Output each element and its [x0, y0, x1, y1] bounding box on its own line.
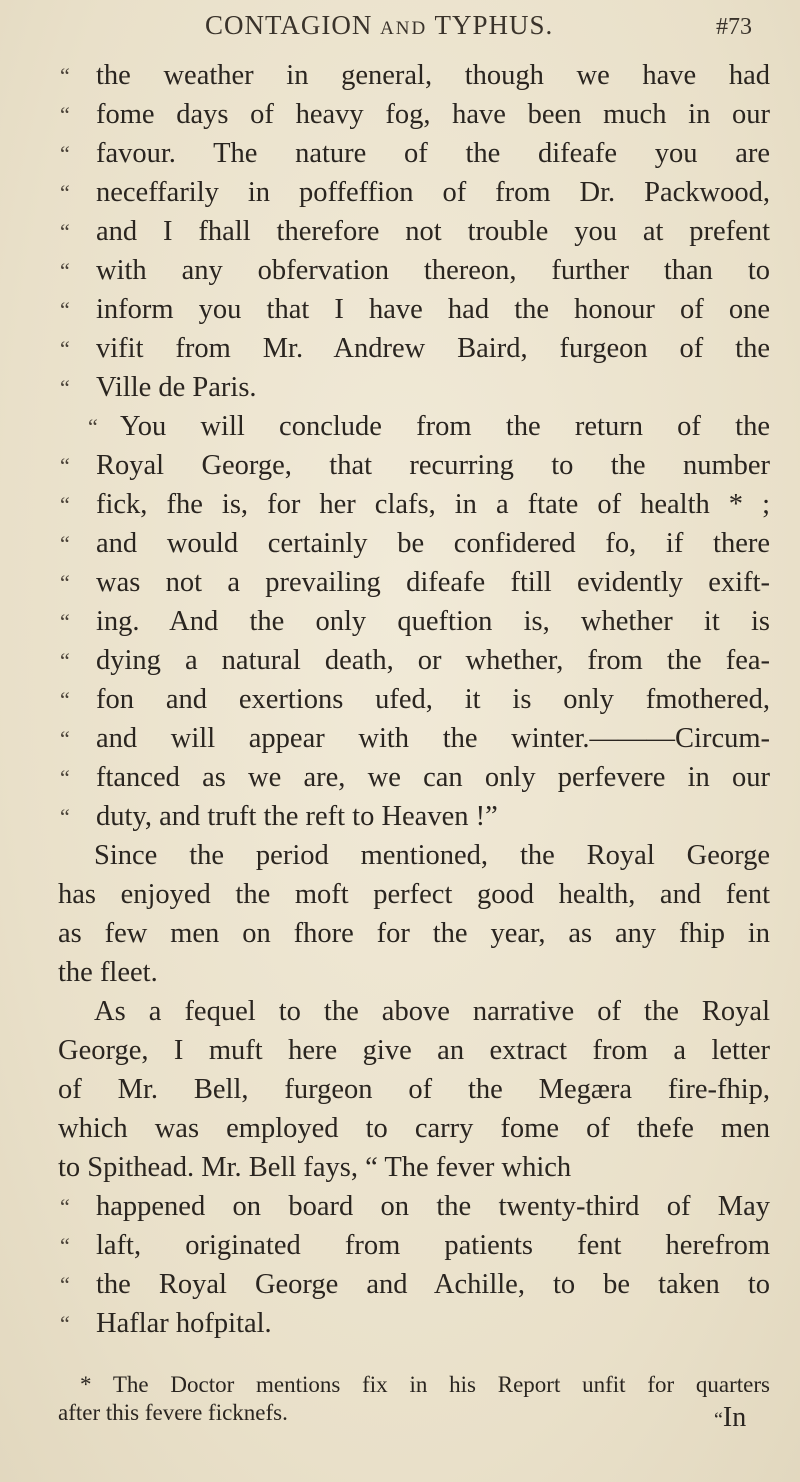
- text-line: “ fome days of heavy fog, have been much in our: [58, 95, 770, 134]
- text-line: has enjoyed the moft perfect good health, and fent: [58, 879, 770, 910]
- text-line: “ favour. The nature of the difeafe you are: [58, 134, 770, 173]
- running-title: [205, 10, 553, 41]
- title-end: TYPHUS.: [434, 10, 554, 40]
- text-line: “ the Royal George and Achille, to be taken to: [58, 1265, 770, 1304]
- text-line: “ vifit from Mr. Andrew Baird, furgeon of the: [58, 329, 770, 368]
- text-line: George, I muft here give an extract from a letter: [58, 1035, 770, 1066]
- footnote-line: * The Doctor mentions fix in his Report unfit for quarters: [80, 1372, 770, 1397]
- paragraph: [58, 56, 770, 407]
- footnote: [58, 1371, 770, 1427]
- paragraph: [58, 992, 770, 1187]
- text-line: “ inform you that I have had the honour of one: [58, 290, 770, 329]
- text-line: the fleet.: [58, 957, 158, 988]
- title-and: AND: [380, 18, 428, 39]
- title-main: CONTAGION: [205, 10, 373, 40]
- text-line: “ and I fhall therefore not trouble you at prefent: [58, 212, 770, 251]
- paragraph: [58, 836, 770, 992]
- text-line: “ dying a natural death, or whether, from the fea-: [58, 641, 770, 680]
- page-number: #73: [716, 14, 752, 40]
- catchword: “ In: [714, 1402, 746, 1434]
- paragraphs-container: [58, 56, 770, 1343]
- text-line: to Spithead. Mr. Bell fays, “ The fever which: [58, 1152, 572, 1183]
- text-line: “ laft, originated from patients fent herefrom: [58, 1226, 770, 1265]
- text-line: as few men on fhore for the year, as any fhip in: [58, 918, 770, 949]
- text-line: “ Haflar hofpital.: [58, 1304, 770, 1343]
- footnote-gap: [58, 1343, 770, 1371]
- text-line: “ and will appear with the winter.———Circum-: [58, 719, 770, 758]
- text-line: “ the weather in general, though we have had: [58, 56, 770, 95]
- text-line: “ You will conclude from the return of the: [58, 407, 770, 446]
- text-line: As a fequel to the above narrative of the Royal: [94, 996, 770, 1027]
- text-line: “ and would certainly be confidered fo, if there: [58, 524, 770, 563]
- text-line: “ was not a prevailing difeafe ftill evidently exift-: [58, 563, 770, 602]
- text-line: “ fon and exertions ufed, it is only fmothered,: [58, 680, 770, 719]
- paragraph: [58, 1187, 770, 1343]
- text-line: which was employed to carry fome of thefe men: [58, 1113, 770, 1144]
- footnote-line: after this fevere ficknefs.: [58, 1400, 288, 1425]
- body-text: [58, 56, 770, 1427]
- paragraph: [58, 407, 770, 836]
- text-line: “ Ville de Paris.: [58, 368, 770, 407]
- text-line: Since the period mentioned, the Royal George: [94, 840, 770, 871]
- text-line: of Mr. Bell, furgeon of the Megæra fire-fhip,: [58, 1074, 770, 1105]
- text-line: “ with any obfervation thereon, further than to: [58, 251, 770, 290]
- running-header: [0, 8, 800, 52]
- text-line: “ Royal George, that recurring to the number: [58, 446, 770, 485]
- text-line: “ ing. And the only queftion is, whether it is: [58, 602, 770, 641]
- text-line: “ happened on board on the twenty-third of May: [58, 1187, 770, 1226]
- text-line: “ ftanced as we are, we can only perfevere in our: [58, 758, 770, 797]
- text-line: “ duty, and truft the reft to Heaven !”: [58, 797, 770, 836]
- text-line: “ fick, fhe is, for her clafs, in a ftate of health * ;: [58, 485, 770, 524]
- text-line: “ neceffarily in poffeffion of from Dr. Packwood,: [58, 173, 770, 212]
